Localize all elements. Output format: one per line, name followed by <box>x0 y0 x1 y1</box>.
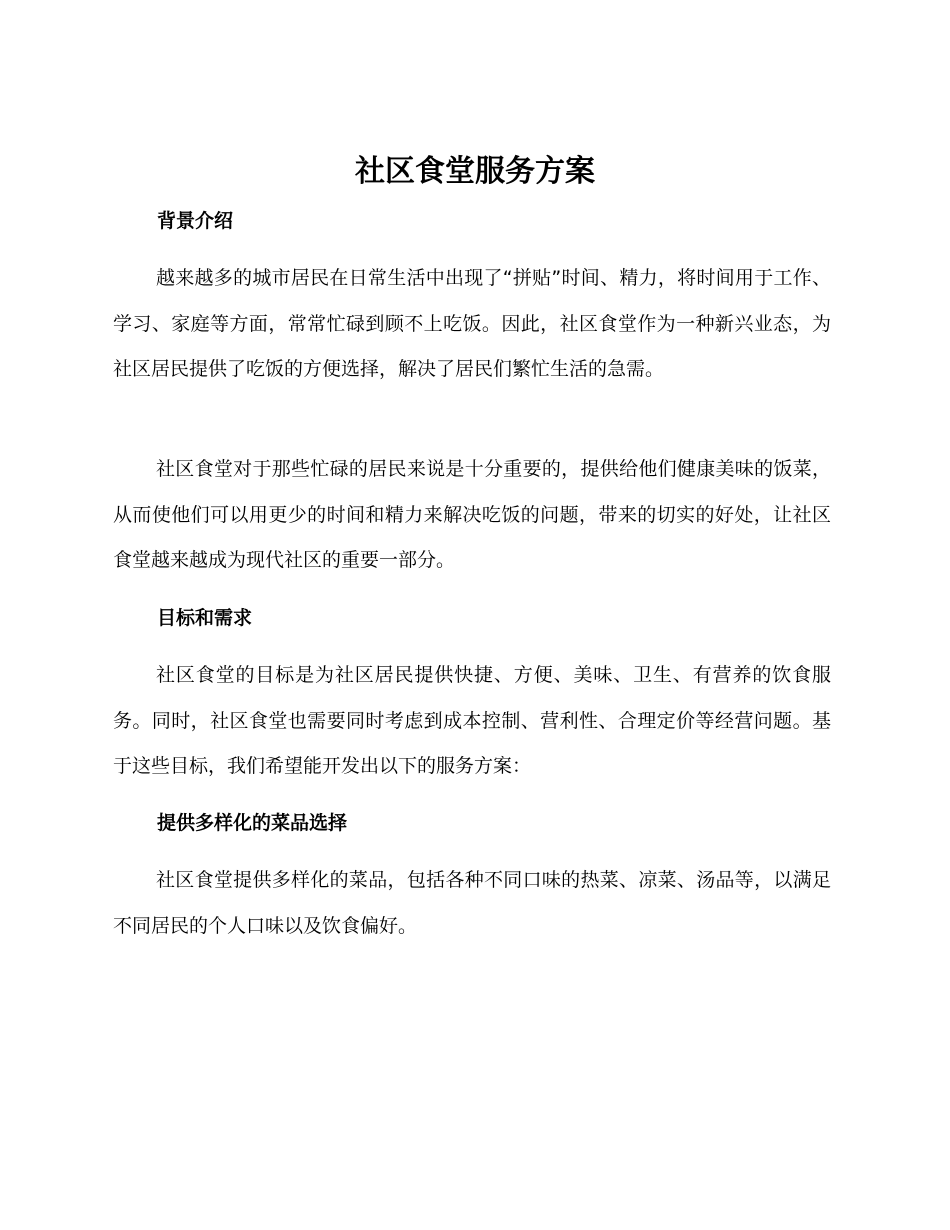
paragraph-background-2: 社区食堂对于那些忙碌的居民来说是十分重要的，提供给他们健康美味的饭菜，从而使他们可以用更少的时间和精力来解决吃饭的问题，带来的切实的好处，让社区食堂越来越成为现代社区的重要一部分。 <box>113 458 831 571</box>
paragraph-menu-variety-1: 社区食堂提供多样化的菜品，包括各种不同口味的热菜、凉菜、汤品等，以满足不同居民的个人口味以及饮食偏好。 <box>113 869 831 937</box>
paragraph-goals-1: 社区食堂的目标是为社区居民提供快捷、方便、美味、卫生、有营养的饮食服务。同时，社区食堂也需要同时考虑到成本控制、营利性、合理定价等经营问题。基于这些目标，我们希望能开发出以下的服务方案： <box>113 664 831 777</box>
document-title: 社区食堂服务方案 <box>355 154 595 189</box>
section-heading-menu-variety: 提供多样化的菜品选择 <box>157 812 348 834</box>
paragraph-background-1: 越来越多的城市居民在日常生活中出现了“拼贴”时间、精力，将时间用于工作、学习、家庭等方面，常常忙碌到顾不上吃饭。因此，社区食堂作为一种新兴业态，为社区居民提供了吃饭的方便选择，解决了居民们繁忙生活的急需。 <box>113 267 831 380</box>
section-heading-background: 背景介绍 <box>157 210 234 232</box>
section-heading-goals: 目标和需求 <box>157 607 253 629</box>
